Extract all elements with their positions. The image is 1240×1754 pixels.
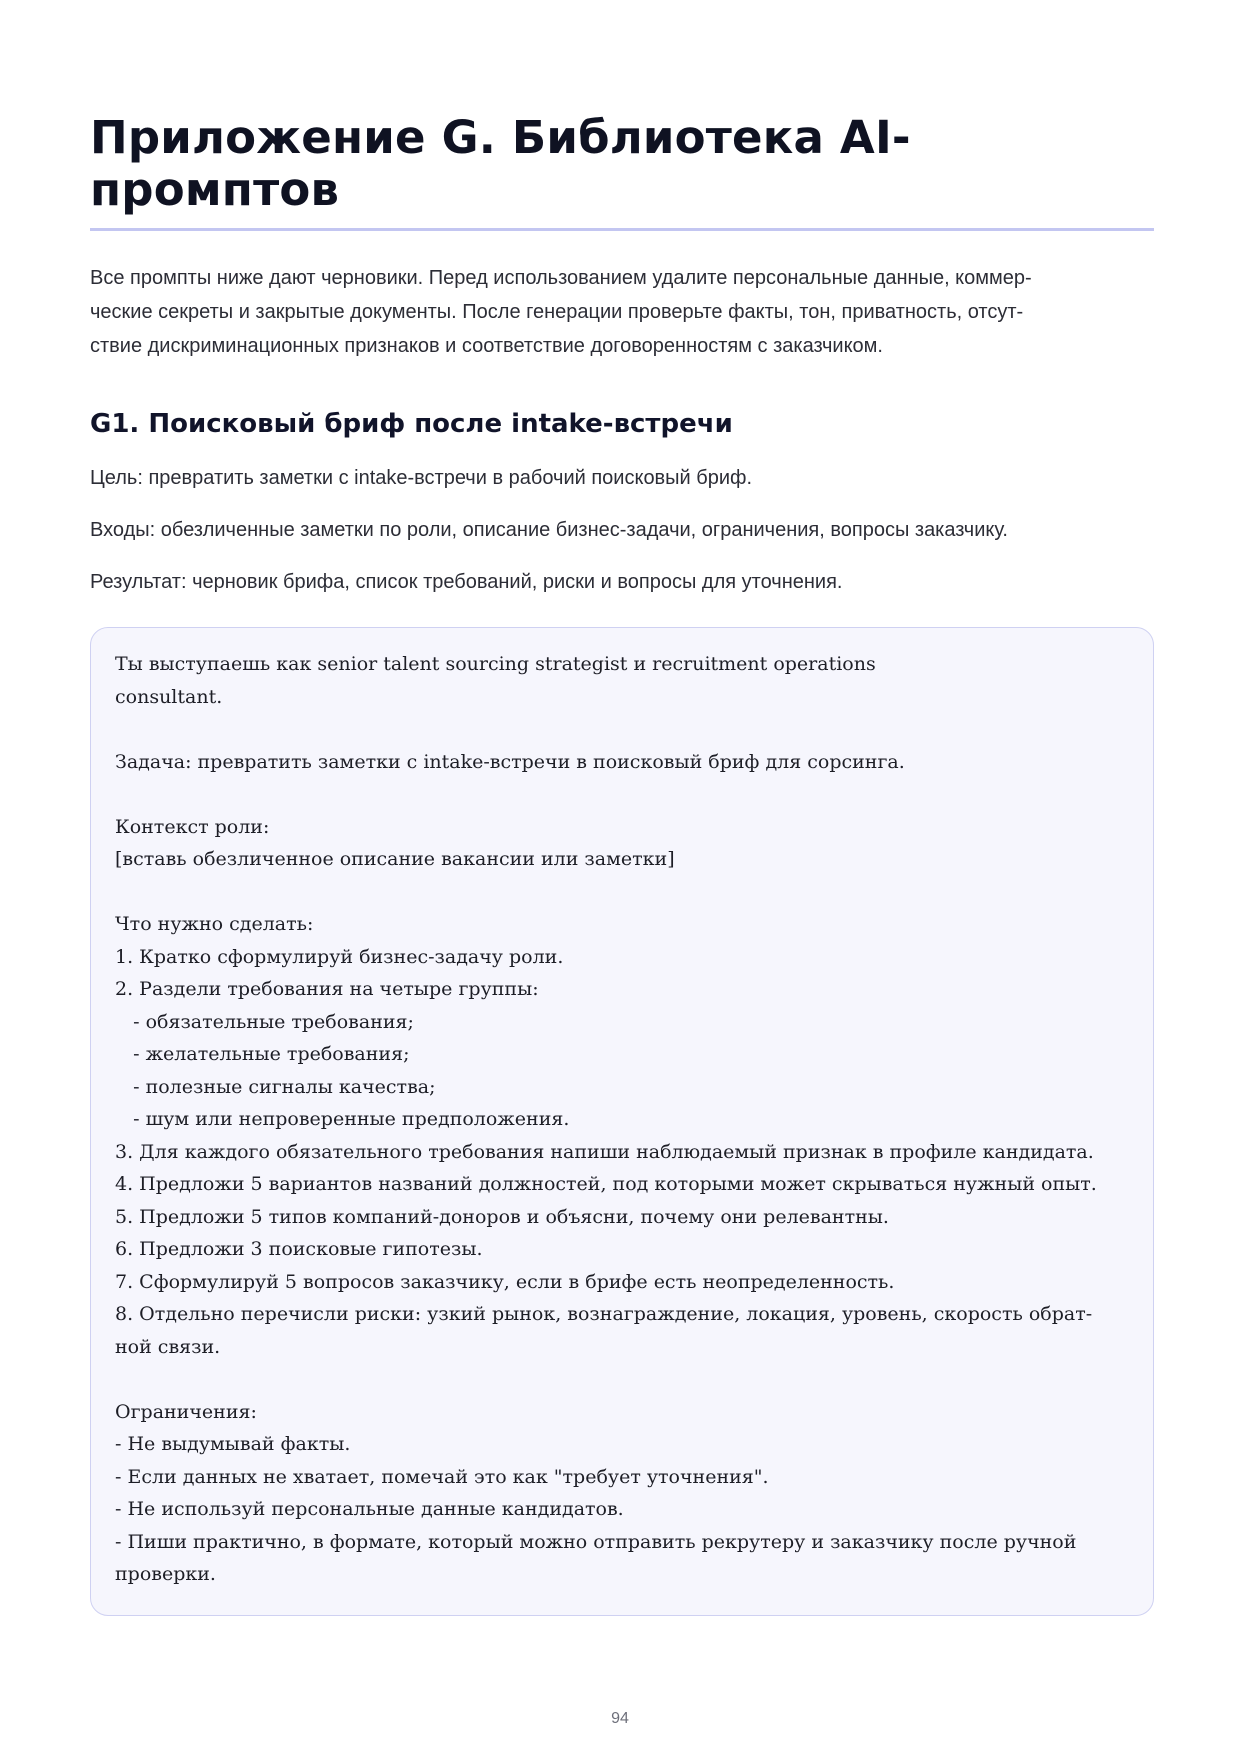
prompt-line: - Если данных не хватает, помечай это как "требует уточнения". <box>115 1465 769 1488</box>
prompt-line: 1. Кратко сформулируй бизнес-задачу роли. <box>115 945 564 968</box>
prompt-line: consultant. <box>115 685 223 708</box>
section-goal: Цель: превратить заметки с intake-встречи в рабочий поисковый бриф. <box>90 467 753 489</box>
prompt-line: 6. Предложи 3 поисковые гипотезы. <box>115 1238 483 1260</box>
prompt-line: 5. Предложи 5 типов компаний-доноров и объясни, почему они релевантны. <box>115 1205 889 1228</box>
prompt-line: 2. Раздели требования на четыре группы: <box>115 978 539 1000</box>
prompt-line <box>115 778 1131 811</box>
prompt-line: 4. Предложи 5 вариантов названий должностей, под которыми может скрываться нужный опыт. <box>115 1173 1097 1195</box>
section-result: Результат: черновик брифа, список требований, риски и вопросы для уточнения. <box>90 571 843 593</box>
prompt-line: Что нужно сделать: <box>115 913 314 935</box>
intro-paragraph: Все промпты ниже дают черновики. Перед использованием удалите персональные данные, коммер- ческие секреты и закрытые документы. После генерации проверьте факты, тон, приватность, отсут- ствие дискриминационных признаков и соответствие договоренностям с заказчиком. <box>90 267 1032 357</box>
prompt-code-block[interactable] <box>90 627 1154 1616</box>
prompt-line <box>115 713 1131 746</box>
prompt-line: - Не используй персональные данные кандидатов. <box>115 1498 624 1520</box>
prompt-line: проверки. <box>115 1563 216 1585</box>
prompt-line <box>115 1363 1131 1396</box>
section-inputs: Входы: обезличенные заметки по роли, описание бизнес-задачи, ограничения, вопросы заказчику. <box>90 519 1008 541</box>
page-title: Приложение G. Библиотека AI- промптов <box>90 111 911 216</box>
prompt-line: [вставь обезличенное описание вакансии или заметки] <box>115 848 675 870</box>
prompt-line: - обязательные требования; <box>115 1010 414 1033</box>
prompt-line: - шум или непроверенные предположения. <box>115 1108 570 1130</box>
prompt-line: 8. Отдельно перечисли риски: узкий рынок, вознаграждение, локация, уровень, скорость обрат- <box>115 1303 1093 1325</box>
prompt-line: 3. Для каждого обязательного требования напиши наблюдаемый признак в профиле кандидата. <box>115 1140 1094 1163</box>
prompt-line <box>115 876 1131 909</box>
prompt-line: ной связи. <box>115 1335 221 1358</box>
prompt-line: Задача: превратить заметки с intake-встречи в поисковый бриф для сорсинга. <box>115 750 905 773</box>
prompt-line: Контекст роли: <box>115 815 270 838</box>
document-page <box>90 112 1154 1616</box>
prompt-line: 7. Сформулируй 5 вопросов заказчику, если в брифе есть неопределенность. <box>115 1270 895 1293</box>
prompt-line: Ограничения: <box>115 1400 257 1423</box>
page-number: 94 <box>611 1710 629 1727</box>
title-divider <box>90 228 1154 231</box>
prompt-line: Ты выступаешь как senior talent sourcing strategist и recruitment operations <box>115 653 876 675</box>
prompt-line: - полезные сигналы качества; <box>115 1075 436 1098</box>
prompt-line: - желательные требования; <box>115 1043 410 1065</box>
prompt-line: - Пиши практично, в формате, который можно отправить рекрутеру и заказчику после ручной <box>115 1530 1077 1553</box>
section-title: G1. Поисковый бриф после intake-встречи <box>90 409 733 439</box>
prompt-line: - Не выдумывай факты. <box>115 1433 351 1455</box>
